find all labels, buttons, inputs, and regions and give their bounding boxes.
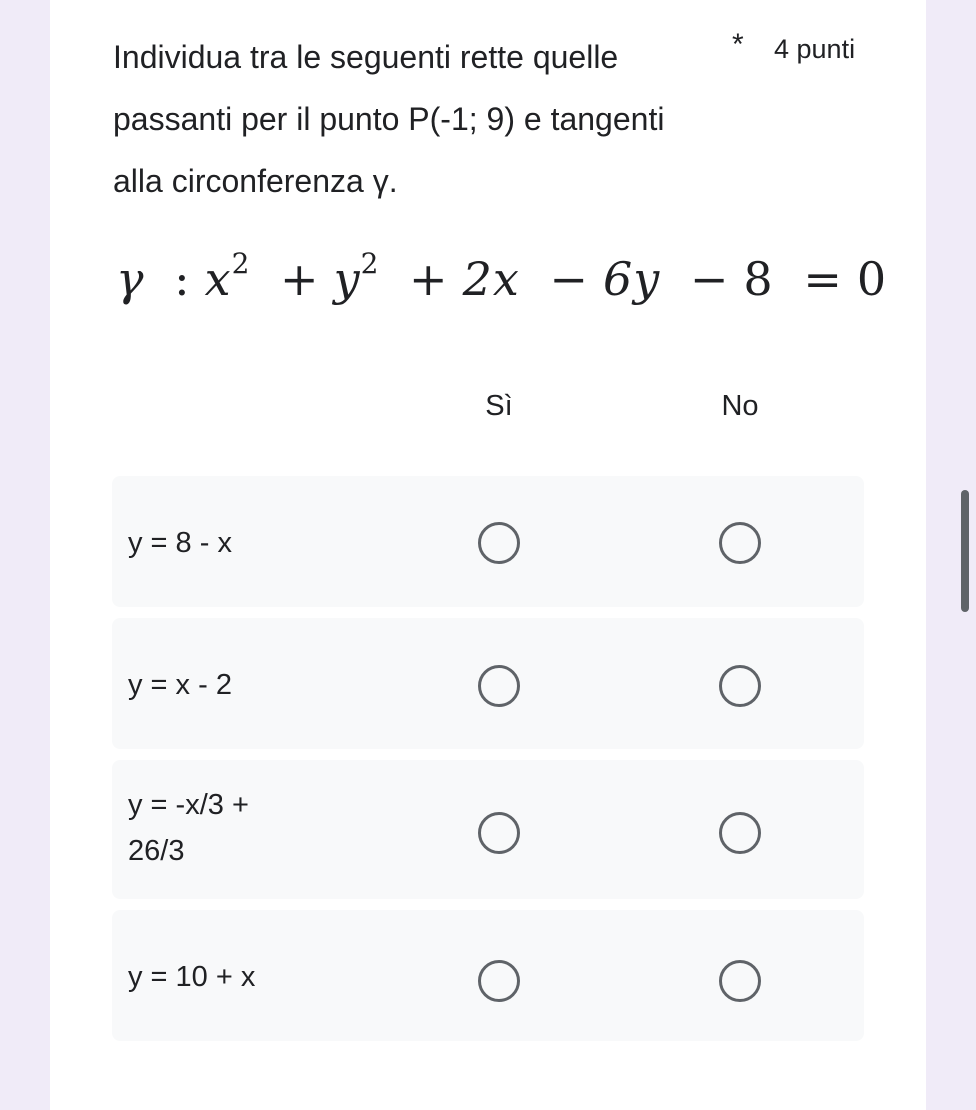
question-title: Individua tra le seguenti rette quelle passanti per il punto P(-1; 9) e tangenti alla circonferenza γ. (113, 39, 665, 199)
column-header-no: No (721, 390, 759, 422)
grid-row (112, 910, 864, 1041)
radio-no[interactable] (719, 665, 761, 707)
radio-si[interactable] (478, 812, 520, 854)
grid-row (112, 618, 864, 749)
row-label: y = 10 + x (128, 961, 256, 993)
radio-no[interactable] (719, 522, 761, 564)
radio-si[interactable] (478, 665, 520, 707)
row-label: y = x - 2 (128, 669, 232, 701)
grid-row (112, 760, 864, 899)
points-label: 4 punti (774, 34, 856, 64)
radio-no[interactable] (719, 812, 761, 854)
row-label: y = -x/3 + 26/3 (128, 789, 249, 867)
radio-si[interactable] (478, 960, 520, 1002)
row-label: y = 8 - x (128, 527, 232, 559)
radio-si[interactable] (478, 522, 520, 564)
circle-equation: γ : $x^2 + y^2 + 2x - 6y - 8 = 0$ (116, 247, 888, 306)
radio-no[interactable] (719, 960, 761, 1002)
column-header-si: Sì (485, 390, 513, 422)
scrollbar-thumb[interactable] (961, 490, 969, 612)
grid-row (112, 476, 864, 607)
required-marker: * (732, 28, 744, 61)
question-card (50, 0, 926, 1110)
